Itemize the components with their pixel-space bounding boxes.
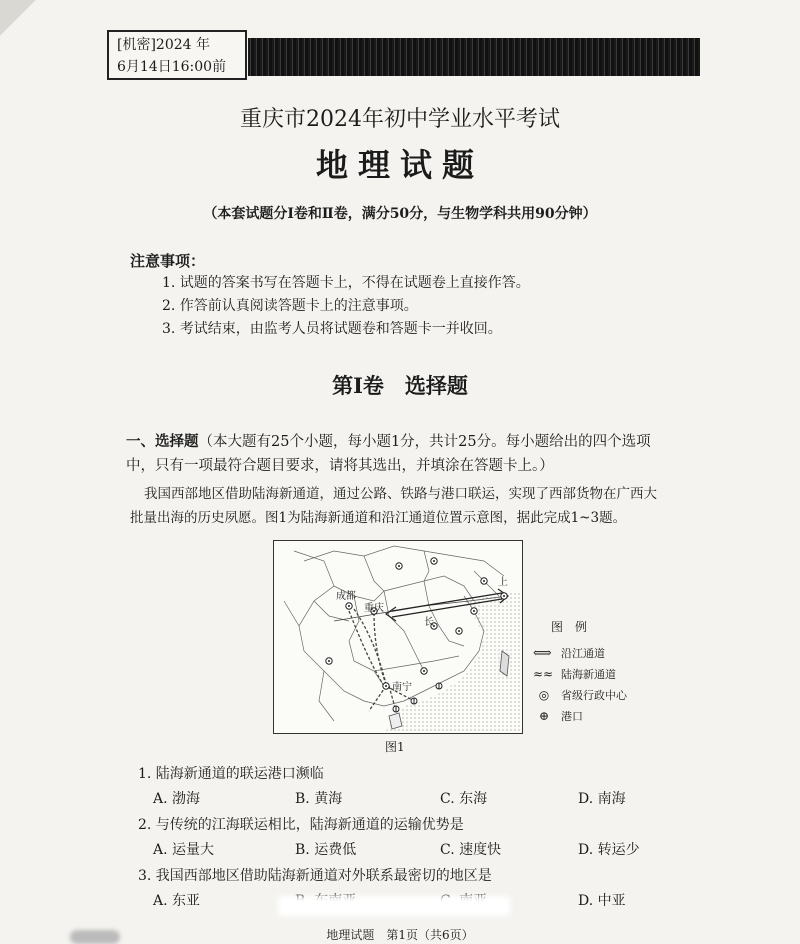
option: D. 南海 <box>578 791 626 807</box>
anchor-icon: ⊕ <box>538 709 550 723</box>
capital-icon: ◎ <box>538 688 550 702</box>
map-graphic <box>274 541 522 733</box>
option: C. 速度快 <box>440 842 502 858</box>
exam-title: 重庆市2024年初中学业水平考试 <box>240 107 560 132</box>
option: A. 运量大 <box>153 842 215 858</box>
figure-caption: 图1 <box>385 740 405 754</box>
redaction-bar <box>248 38 700 76</box>
stem-paragraph <box>130 482 700 530</box>
city-label-chengdu: 成都 <box>336 591 356 602</box>
legend-item-capital: ◎ 省级行政中心 <box>533 687 627 703</box>
blur-overlay <box>278 896 510 916</box>
city-label-changsha: 长 <box>424 617 434 628</box>
option: D. 中亚 <box>578 893 626 909</box>
instruction-line-b: 中，只有一项最符合题目要求，请将其选出，并填涂在答题卡上。） <box>126 458 554 474</box>
note-item: 3. 考试结束，由监考人员将试题卷和答题卡一并收回。 <box>162 321 502 337</box>
section-title: 第Ⅰ卷 选择题 <box>332 373 468 398</box>
route-map <box>273 540 523 734</box>
braided-route-icon: ≈≈ <box>533 667 554 681</box>
legend-item-port: ⊕ 港口 <box>533 708 583 724</box>
note-item: 1. 试题的答案书写在答题卡上，不得在试题卷上直接作答。 <box>162 275 530 291</box>
page-footer: 地理试题 第1页（共6页） <box>326 928 474 942</box>
city-label-shanghai: 上 <box>498 577 508 588</box>
city-label-nanning: 南宁 <box>392 682 412 693</box>
question-stem: 3. 我国西部地区借助陆海新通道对外联系最密切的地区是 <box>138 868 492 884</box>
secret-line-1: [机密]2024 年 <box>117 37 211 53</box>
instruction-line-a: （本大题有25个小题，每小题1分，共计25分。每小题给出的四个选项 <box>198 434 651 450</box>
subject-title: 地理试题 <box>315 146 484 184</box>
option: A. 东亚 <box>153 893 201 909</box>
question-stem: 2. 与传统的江海联运相比，陆海新通道的运输优势是 <box>138 817 464 833</box>
double-arrow-icon: ⟺ <box>533 645 552 661</box>
option: B. 黄海 <box>295 791 343 807</box>
secret-stamp <box>107 30 247 80</box>
note-item: 2. 作答前认真阅读答题卡上的注意事项。 <box>162 298 418 314</box>
instruction-paragraph <box>126 430 706 478</box>
option: A. 渤海 <box>153 791 201 807</box>
notes-title: 注意事项： <box>130 252 206 270</box>
legend-item-landsea: ≈≈ 陆海新通道 <box>533 667 616 681</box>
option: B. 运费低 <box>295 842 357 858</box>
exam-subtitle: （本套试题分Ⅰ卷和Ⅱ卷，满分50分，与生物学科共用90分钟） <box>203 206 597 222</box>
option: D. 转运少 <box>578 842 640 858</box>
question-stem: 1. 陆海新通道的联运港口濒临 <box>138 766 324 782</box>
city-label-chongqing: 重庆 <box>364 603 384 614</box>
page-fold <box>0 0 40 40</box>
legend-title: 图 例 <box>551 620 588 634</box>
legend-item-yangtze: ⟺ 沿江通道 <box>533 645 605 661</box>
stem-line-a: 我国西部地区借助陆海新通道，通过公路、铁路与港口联运，实现了西部货物在广西大 <box>144 486 657 502</box>
option: C. 东海 <box>440 791 488 807</box>
secret-line-2: 6月14日16:00前 <box>117 59 227 75</box>
stem-line-b: 批量出海的历史夙愿。图1为陆海新通道和沿江通道位置示意图，据此完成1~3题。 <box>130 510 627 526</box>
part-label: 一、选择题 <box>126 433 199 450</box>
